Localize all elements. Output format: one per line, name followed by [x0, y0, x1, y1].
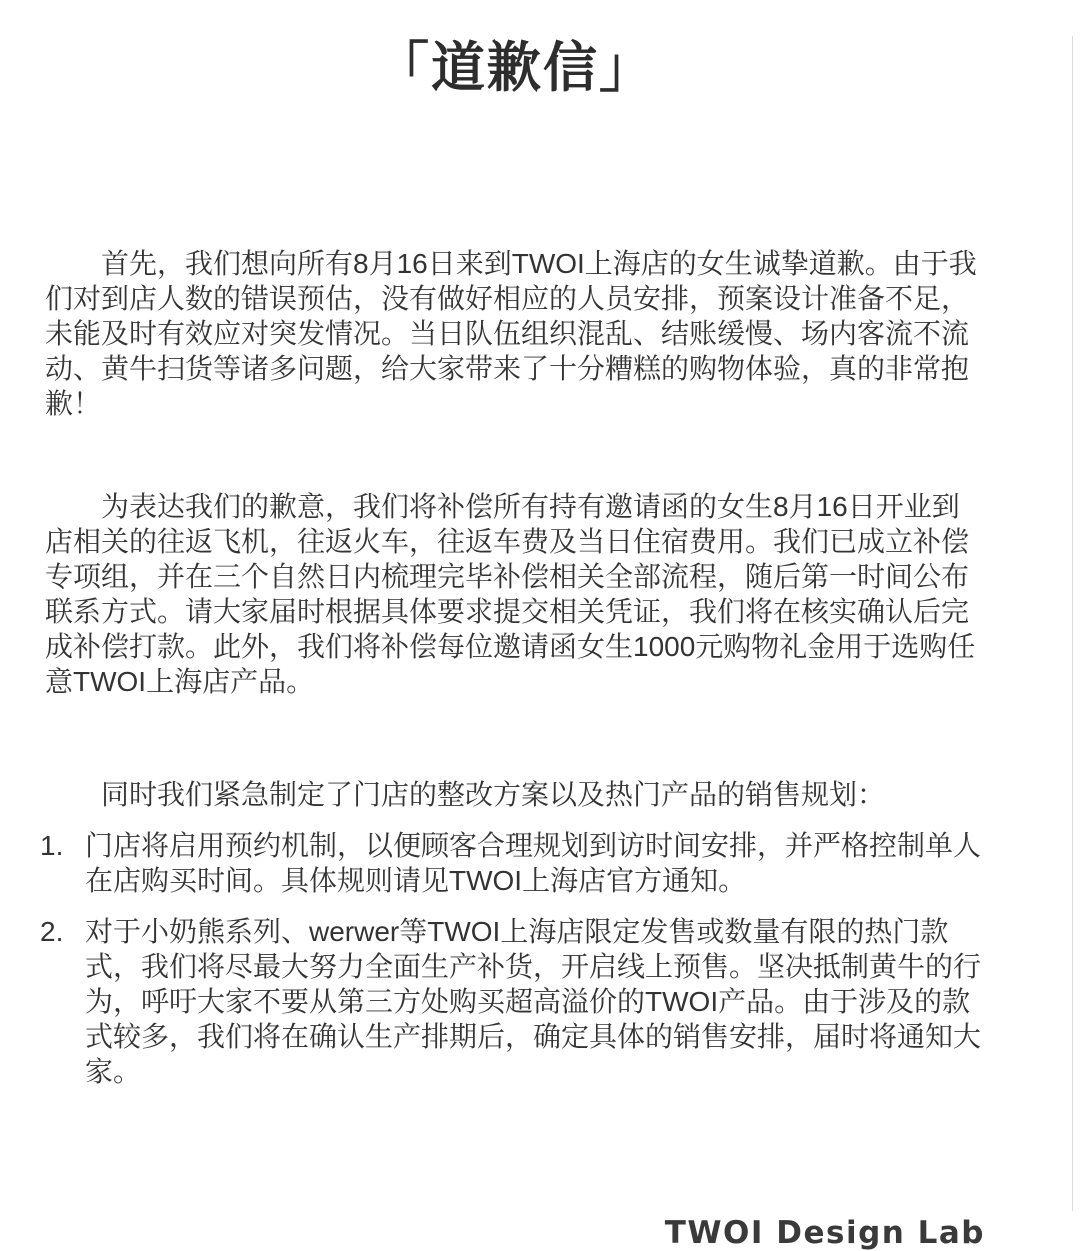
apology-letter-page [0, 36, 1080, 1251]
list-item-text: 对于小奶熊系列、werwer等TWOI上海店限定发售或数量有限的热门款式，我们将尽最大努力全面生产补货，开启线上预售。坚决抵制黄牛的行为，呼吁大家不要从第三方处购买超高溢价的TWOI产品。由于涉及的款式较多，我们将在确认生产排期后，确定具体的销售安排，届时将通知大家。 [85, 916, 982, 1087]
list-item-text: 门店将启用预约机制，以便顾客合理规划到访时间安排，并严格控制单人在店购买时间。具体规则请见TWOI上海店官方通知。 [85, 830, 982, 896]
page-edge-divider [1072, 36, 1073, 1211]
list-item [40, 828, 985, 898]
compensation-paragraph-2: 为表达我们的歉意，我们将补偿所有持有邀请函的女生8月16日开业到店相关的往返飞机，往返火车，往返车费及当日住宿费用。我们已成立补偿专项组，并在三个自然日内梳理完毕补偿相关全部流程，随后第一时间公布联系方式。请大家届时根据具体要求提交相关凭证，我们将在核实确认后完成补偿打款。此外，我们将补偿每位邀请函女生1000元购物礼金用于选购任意TWOI上海店产品。 [45, 491, 976, 697]
apology-paragraph-1: 首先，我们想向所有8月16日来到TWOI上海店的女生诚挚道歉。由于我们对到店人数的错误预估，没有做好相应的人员安排，预案设计准备不足，未能及时有效应对突发情况。当日队伍组织混乱、结账缓慢、场内客流不流动、黄牛扫货等诸多问题，给大家带来了十分糟糕的购物体验，真的非常抱歉！ [45, 248, 977, 419]
plan-intro-line: 同时我们紧急制定了门店的整改方案以及热门产品的销售规划： [101, 779, 886, 810]
list-item-number: 1. [40, 830, 64, 861]
page-title: 「道歉信」 [375, 38, 655, 98]
list-item [40, 914, 985, 1089]
list-item-number: 2. [40, 916, 64, 947]
signature: TWOI Design Lab [664, 1215, 985, 1251]
plan-list [40, 828, 985, 1089]
